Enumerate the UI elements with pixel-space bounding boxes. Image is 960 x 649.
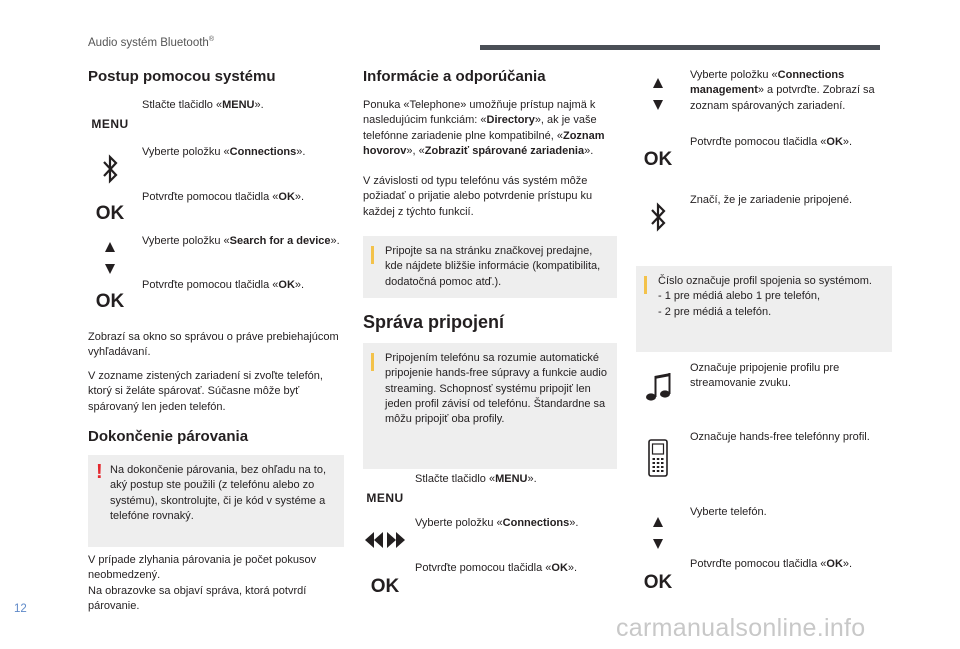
section-title-finish-pairing: Dokončenie párovania [88,428,249,445]
step-connected-indicator [636,193,892,233]
info-marker [371,246,374,264]
step-text: Vyberte položku «Connections». [415,517,579,529]
phone-icon [636,436,680,480]
section-title-connections: Správa pripojení [363,312,505,332]
step-confirm-ok-final [636,557,892,597]
info-box-connection [363,343,617,469]
step-text: Stlačte tlačidlo «MENU». [415,473,537,485]
step-select-connections [363,516,617,556]
para-confirm-message: Na obrazovke sa objaví správa, ktorá potvrdí párovanie. [88,585,307,613]
section-title-info: Informácie a odporúčania [363,68,546,85]
step-text: Vyberte telefón. [690,506,767,518]
para-retry: V prípade zlyhania párovania je počet pokusov neobmedzený. [88,554,317,582]
warning-icon: ! [96,461,103,483]
up-down-arrows-icon [88,238,132,278]
info-box-text: Pripojte sa na stránku značkovej predajne, kde nájdete bližšie informácie (kompatibilita, dodatočná pomoc atď.). [385,245,601,288]
page-number: 12 [14,603,27,615]
info-marker [644,276,647,294]
step-confirm-ok-2 [88,278,344,318]
step-select-phone [636,505,892,545]
step-streaming-profile [636,361,892,401]
step-press-menu [363,472,617,512]
info-box-dealer [363,236,617,298]
para-telephone-menu: Ponuka «Telephone» umožňuje prístup najmä k nasledujúcim funkciám: «Directory», ak je vaše telefónne zariadenie plne kompatibilné, «Zoznam hovorov», «Zobraziť spárované zariadenia». [363,99,605,157]
info-box-text: Pripojením telefónu sa rozumie automatické pripojenie hands-free súpravy a funkcie audio streaming. Schopnosť systému pripojiť len jeden profil závisí od telefónu. Štandardne sa môžu pripojiť oba profily. [385,352,607,426]
step-search-device [88,234,344,274]
step-text: Vyberte položku «Connections management» a potvrďte. Zobrazí sa zoznam spárovaných zariadení. [690,69,875,112]
up-down-arrows-icon [636,513,680,553]
watermark: carmanualsonline.info [616,614,866,642]
header-bar [480,45,880,50]
left-right-arrows-icon [363,520,407,560]
music-note-icon [636,367,680,407]
info-box-text: Číslo označuje profil spojenia so systémom. - 1 pre médiá alebo 1 pre telefón, - 2 pre médiá a telefón. [658,275,872,318]
para-select-phone: V zozname zistených zariadení si zvoľte telefón, ktorý si želáte spárovať. Súčasne môže byť spárovaný len jeden telefón. [88,370,323,413]
ok-icon: OK [95,203,125,224]
para-search-message: Zobrazí sa okno so správou o práve prebiehajúcom vyhľadávaní. [88,331,339,359]
step-press-menu [88,98,344,138]
step-select-connections [88,145,344,185]
ok-icon: OK [643,149,673,170]
ok-icon: OK [95,291,125,312]
warning-box [88,455,344,547]
info-marker [371,353,374,371]
menu-icon: MENU [91,117,129,131]
step-text: Označuje hands-free telefónny profil. [690,431,870,443]
step-text: Označuje pripojenie profilu pre streamovanie zvuku. [690,362,840,390]
section-title-pairing: Postup pomocou systému [88,68,276,85]
step-text: Potvrďte pomocou tlačidla «OK». [142,191,305,203]
step-confirm-ok [363,561,617,601]
ok-icon: OK [370,576,400,597]
step-connections-management [636,68,892,118]
step-text: Značí, že je zariadenie pripojené. [690,194,853,206]
step-confirm-ok [88,190,344,230]
menu-icon: MENU [366,491,404,505]
step-text: Stlačte tlačidlo «MENU». [142,99,264,111]
step-text: Potvrďte pomocou tlačidla «OK». [690,558,853,570]
step-text: Potvrďte pomocou tlačidla «OK». [690,136,853,148]
step-text: Potvrďte pomocou tlačidla «OK». [415,562,578,574]
bluetooth-icon [636,197,680,237]
step-handsfree-profile [636,430,892,480]
info-box-profile-number [636,266,892,352]
header-title: Audio systém Bluetooth® [88,36,214,49]
ok-icon: OK [643,572,673,593]
step-confirm-ok [636,135,892,175]
para-phone-type: V závislosti od typu telefónu vás systém môže požiadať o prijatie alebo potvrdenie prístupu ku každej z týchto funkcií. [363,175,593,218]
step-text: Vyberte položku «Connections». [142,146,306,158]
warning-text: Na dokončenie párovania, bez ohľadu na to, aký postup ste použili (z telefónu alebo zo systému), skontrolujte, či je kód v systéme a telefóne rovnaký. [110,464,327,522]
step-text: Vyberte položku «Search for a device». [142,235,340,247]
bluetooth-icon [88,149,132,189]
step-text: Potvrďte pomocou tlačidla «OK». [142,279,305,291]
up-down-arrows-icon [636,74,680,114]
